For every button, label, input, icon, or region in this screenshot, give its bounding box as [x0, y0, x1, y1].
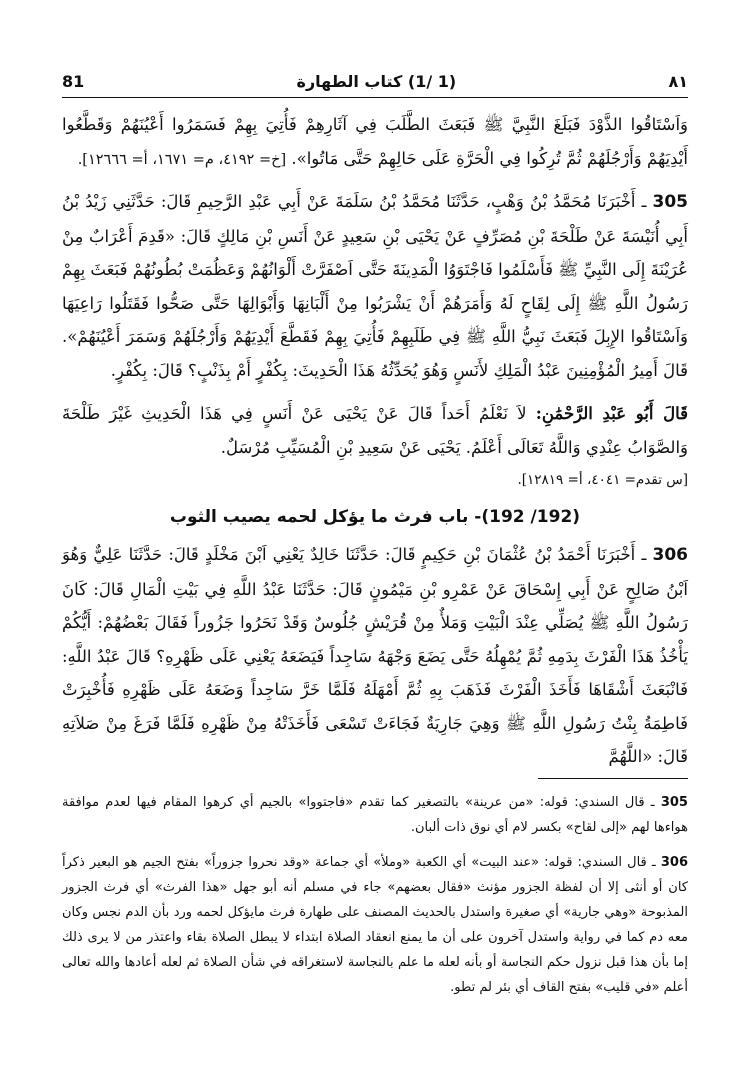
page-header	[62, 64, 688, 98]
hadith-305	[62, 185, 688, 387]
footnote-number: 305	[660, 795, 688, 810]
chapter-title: (192/ 192)- باب فرث ما يؤكل لحمه يصيب الثوب	[169, 507, 581, 527]
footnote-rule	[538, 778, 688, 779]
running-title: (1 /1) كتاب الطهارة	[296, 71, 457, 91]
continuation-takhrij: [خ= ٤١٩٢، م= ١٦٧١، أ= ١٢٦٦٦].	[77, 151, 287, 168]
continuation-paragraph	[62, 108, 688, 175]
hadith-number: 306	[652, 545, 689, 565]
hadith-306	[62, 538, 688, 774]
footnote-text: ـ قال السندي: قوله: «عند البيت» أي الكعبة «وملأ» أي جماعة «وقد نحروا جزوراً» بفتح الجيم هو البعير ذكراً كان أو أنثى إلا أن لفظة الجزور مؤنث «فقال بعضهم» جاء في مسلم أنه أبو جهل «هذا الفرث» أي فرث الجزور المذبوحة «وهي جارية» أي صغيرة واستدل بالحديث المصنف على طهارة فرث مايؤكل لحمه ورد بأن الدم نجس وكان معه دم كما في رواية واستدل آخرون على أن ما يمنع انعقاد الصلاة ابتداء لا يبطل الصلاة بقاء واعتذر من لا يرى ذلك إما بأن هذا قبل نزول حكم النجاسة أو بأنه لعله ما علم بالنجاسة لاستغراقه في شأن الصلاة ثم لعله أعادها والله تعالى أعلم «في قليب» بفتح القاف أي بئر لم تطو.	[62, 855, 688, 995]
footnote-text: ـ قال السندي: قوله: «من عرينة» بالتصغير كما تقدم «فاجتووا» بالجيم أي كرهوا المقام فيها لعدم موافقة هواءها لهم «إلى لقاح» بكسر لام أي نوق ذات ألبان.	[62, 795, 688, 835]
page-number-latin: 81	[62, 71, 85, 91]
main-text	[62, 108, 688, 774]
comment-text: لاَ نَعْلَمُ أَحَداً قَالَ عَنْ يَحْيَى عَنْ أَنَسٍ فِي هَذَا الْحَدِيثِ غَيْرَ طَلْحَةَ وَالصَّوَابُ عِنْدِي وَاللَّهُ تَعَالَى أَعْلَمُ. يَحْيَى عَنْ سَعِيدِ بْنِ الْمُسَيِّبِ مُرْسَلٌ.	[62, 404, 688, 457]
page-number-arabic: ٨١	[668, 71, 688, 91]
footnote-number: 306	[660, 855, 688, 870]
abu-abd-al-rahman-comment	[62, 397, 688, 464]
footnote-306	[62, 850, 688, 1000]
comment-lead: قَالَ أَبُو عَبْدِ الرَّحْمَٰنِ:	[535, 404, 688, 423]
header-rule	[62, 97, 688, 98]
hadith-305-reference: [س تقدم= ٤٠٤١، أ= ١٢٨١٩].	[517, 472, 688, 488]
footnote-305	[62, 790, 688, 840]
hadith-text: ـ أَخْبَرَنَا أَحْمَدُ بْنُ عُثْمَانَ بْنِ حَكِيمٍ قَالَ: حَدَّثَنَا خَالِدٌ يَعْنِي اَبْنَ مَخْلَدٍ قَالَ: حَدَّثَنَا عَلِيٌّ وَهُوَ اَبْنُ صَالِحٍ عَنْ أَبِي إِسْحَاقَ عَنْ عَمْرِو بْنِ مَيْمُونٍ قَالَ: حَدَّثَنَا عَبْدُ اللَّهِ فِي بَيْتِ الْمَالِ قَالَ: كَانَ رَسُولُ اللَّهِ ﷺ يُصَلِّي عِنْدَ الْبَيْتِ وَمَلأٌ مِنْ قُرَيْشٍ جُلُوسٌ وَقَدْ نَحَرُوا جَزُوراً فَقَالَ بَعْضُهُمْ: أَيُّكُمْ يَأْخُذُ هَذَا الْفَرْثَ بِدَمِهِ ثُمَّ يُمْهِلُهُ حَتَّى يَضَعَ وَجْهَهُ سَاجِداً فَيَضَعَهُ يَعْنِي عَلَى ظَهْرِهِ؟ قَالَ عَبْدُ اللَّهِ: فَانْبَعَثَ أَشْقَاهَا فَأَخَذَ الْفَرْثَ فَذَهَبَ بِهِ ثُمَّ أَمْهَلَهُ فَلَمَّا خَرَّ سَاجِداً وَضَعَهُ عَلَى ظَهْرِهِ فَأُخْبِرَتْ فَاطِمَةُ بِنْتُ رَسُولِ اللَّهِ ﷺ وَهِيَ جَارِيَةٌ فَجَاءَتْ تَسْعَى فَأَخَذَتْهُ مِنْ ظَهْرِهِ فَلَمَّا فَرَغَ مِنْ صَلاَتِهِ قَالَ: «اللَّهُمَّ	[62, 545, 688, 766]
footnotes	[62, 790, 688, 1010]
hadith-number: 305	[652, 192, 689, 212]
continuation-text: وَاَسْتَاقُوا الذَّوْدَ فَبَلَغَ النَّبِيَّ ﷺ فَبَعَثَ الطَّلَبَ فِي آثَارِهِمْ فَأُتِيَ بِهِمْ فَسَمَرُوا أَعْيُنَهُمْ وَقَطَّعُوا أَيْدِيَهُمْ وَأَرْجُلَهُمْ ثُمَّ تُرِكُوا فِي الْحَرَّةِ عَلَى حَالِهِمْ حَتَّى مَاتُوا».	[62, 115, 688, 168]
hadith-text: ـ أَخْبَرَنَا مُحَمَّدُ بْنُ وَهْبٍ، حَدَّثَنَا مُحَمَّدُ بْنُ سَلَمَةَ عَنْ أَبِي عَبْدِ الرَّحِيمِ قَالَ: حَدَّثَنِي زَيْدُ بْنُ أَبِي أُنَيْسَةَ عَنْ طَلْحَةَ بْنِ مُصَرِّفٍ عَنْ يَحْيَى بْنِ سَعِيدٍ عَنْ أَنَسِ بْنِ مَالِكٍ قَالَ: «قَدِمَ أَعْرَابٌ مِنْ عُرَيْنَةَ إِلَى النَّبِيِّ ﷺ فَأَسْلَمُوا فَاجْتَوَوُا الْمَدِينَةَ حَتَّى اَصْفَرَّتْ أَلْوَانُهُمْ وَعَظُمَتْ بُطُونُهُمْ فَبَعَثَ بِهِمْ رَسُولُ اللَّهِ ﷺ إِلَى لِقَاحٍ لَهُ وَأَمَرَهُمْ أَنْ يَشْرَبُوا مِنْ أَلْبَانِهَا وَأَبْوَالِهَا حَتَّى صَحُّوا فَقَتَلُوا رَاعِيَهَا وَاَسْتَاقُوا الإِبِلَ فَبَعَثَ نَبِيُّ اللَّهِ ﷺ فِي طَلَبِهِمْ فَأُتِيَ بِهِمْ فَقَطَّعَ أَيْدِيَهُمْ وَأَرْجُلَهُمْ وَسَمَرَ أَعْيُنَهُمْ». قَالَ أَمِيرُ الْمُؤْمِنِينَ عَبْدُ الْمَلِكِ لأَنَسٍ وَهُوَ يُحَدِّثُهُ هَذَا الْحَدِيثَ: بِكُفْرٍ أَمْ بِذَنْبٍ؟ قَالَ: بِكُفْرٍ.	[62, 192, 688, 380]
